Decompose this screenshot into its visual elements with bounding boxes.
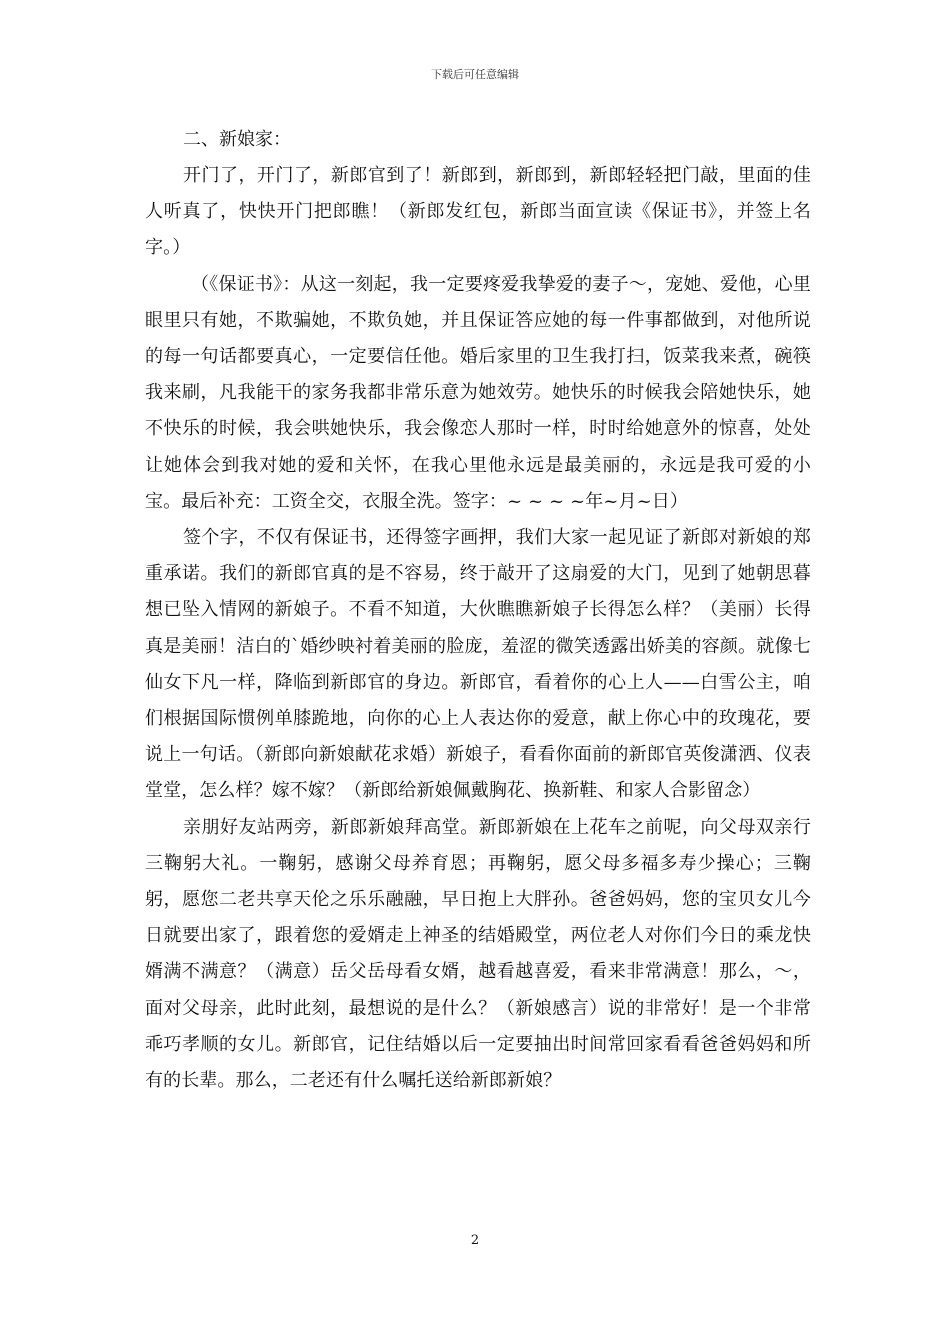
document-body (145, 124, 811, 1099)
paragraph-parents: 亲朋好友站两旁，新郎新娘拜高堂。新郎新娘在上花车之前呢，向父母双亲行三鞠躬大礼。一鞠躬，感谢父母养育恩；再鞠躬，愿父母多福多寿少操心；三鞠躬，愿您二老共享天伦之乐乐融融，早日抱上大胖孙。爸爸妈妈，您的宝贝女儿今日就要出家了，跟着您的爱婿走上神圣的结婚殿堂，两位老人对你们今日的乘龙快婿满不满意？（满意）岳父岳母看女婿，越看越喜爱，看来非常满意！那么，～，面对父母亲，此时此刻，最想说的是什么？（新娘感言）说的非常好！是一个非常乖巧孝顺的女儿。新郎官，记住结婚以后一定要抽出时间常回家看看爸爸妈妈和所有的长辈。那么，二老还有什么嘱托送给新郎新娘？ (145, 816, 811, 1092)
paragraph-guarantee: （《保证书》：从这一刻起，我一定要疼爱我挚爱的妻子～，宠她、爱他，心里眼里只有她，不欺骗她，不欺负她，并且保证答应她的每一件事都做到，对他所说的每一句话都要真心，一定要信任他。婚后家里的卫生我打扫，饭菜我来煮，碗筷我来刷，凡我能干的家务我都非常乐意为她效劳。她快乐的时候我会陪她快乐，她不快乐的时候，我会哄她快乐，我会像恋人那时一样，时时给她意外的惊喜，处处让她体会到我对她的爱和关怀，在我心里他永远是最美丽的，永远是我可爱的小宝。最后补充：工资全交，衣服全洗。签字：~ ~ ~ ~年~月~日） (145, 273, 811, 512)
section-heading: 二、新娘家： (183, 129, 291, 150)
paragraph-bride: 签个字，不仅有保证书，还得签字画押，我们大家一起见证了新郎对新娘的郑重承诺。我们的新郎官真的是不容易，终于敲开了这扇爱的大门，见到了她朝思暮想已坠入情网的新娘子。不看不知道，大伙瞧瞧新娘子长得怎么样？（美丽）长得真是美丽！洁白的`婚纱映衬着美丽的脸庞，羞涩的微笑透露出娇美的容颜。就像七仙女下凡一样，降临到新郎官的身边。新郎官，看着你的心上人——白雪公主，咱们根据国际惯例单膝跪地，向你的心上人表达你的爱意，献上你心中的玫瑰花，要说上一句话。（新郎向新娘献花求婚）新娘子，看看你面前的新郎官英俊潇洒、仪表堂堂，怎么样？嫁不嫁？（新郎给新娘佩戴胸花、换新鞋、和家人合影留念） (145, 527, 811, 802)
paragraph-opening: 开门了，开门了，新郎官到了！新郎到，新郎到，新郎轻轻把门敲，里面的佳人听真了，快快开门把郎瞧！（新郎发红包，新郎当面宣读《保证书》，并签上名字。） (145, 165, 811, 259)
page-header: 下载后可任意编辑 (431, 68, 519, 81)
page-number: 2 (470, 1233, 480, 1248)
